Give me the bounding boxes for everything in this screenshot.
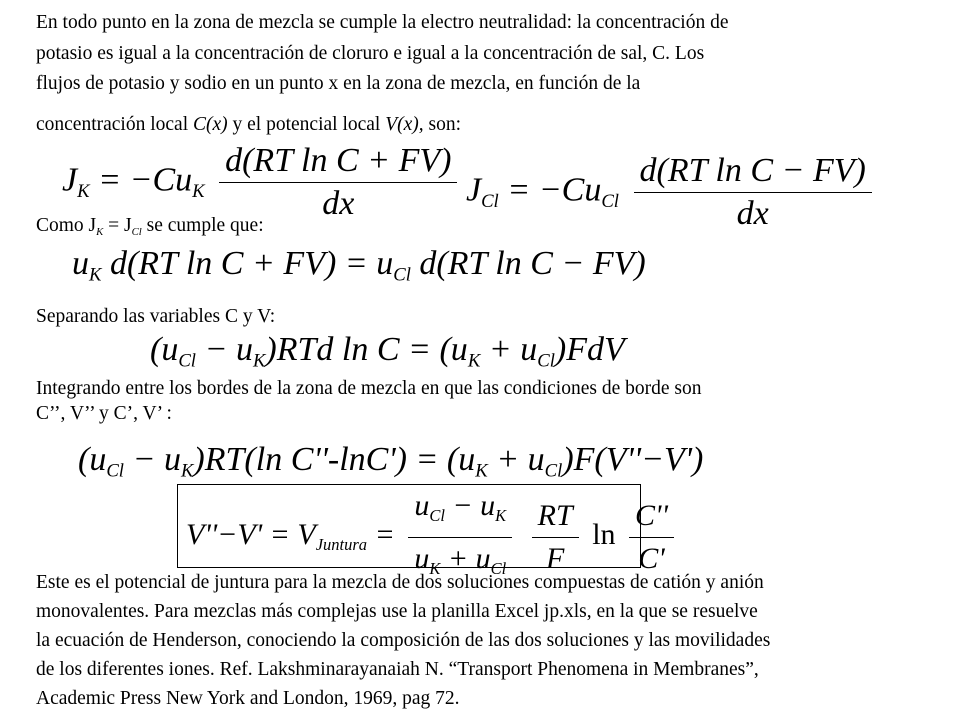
eq-symbol: = −Cu: [89, 161, 193, 199]
eq-symbol: )F(V''−V'): [562, 441, 704, 478]
fraction-denominator: C': [638, 541, 665, 575]
paragraph-line: Integrando entre los bordes de la zona de mezcla en que las condiciones de borde son: [36, 378, 702, 399]
fraction: [629, 497, 674, 578]
eq-symbol: u: [72, 245, 89, 282]
paragraph-line: la ecuación de Henderson, conociendo la composición de las dos soluciones y las movilidades: [36, 630, 771, 651]
eq-subscript: K: [429, 558, 441, 578]
fraction-numerator: [408, 487, 512, 538]
text-run: y el potencial local: [227, 114, 386, 135]
fraction: [219, 142, 457, 223]
paragraph-line: C’’, V’’ y C’, V’ :: [36, 403, 172, 424]
fraction: [634, 152, 872, 233]
text-run: = J: [103, 215, 132, 236]
eq-symbol: (u: [150, 331, 179, 368]
eq-symbol: d(RT ln C + FV) = u: [101, 245, 394, 282]
eq-subscript: Cl: [544, 460, 563, 482]
eq-subscript: Cl: [393, 264, 411, 286]
equation-jcl: [466, 152, 878, 233]
eq-subscript: K: [180, 460, 194, 482]
fraction-numerator: C'': [629, 497, 674, 538]
eq-symbol: )RT(ln C''-lnC') = (u: [193, 441, 476, 478]
eq-subscript: Cl: [490, 558, 507, 578]
eq-symbol: =: [367, 518, 403, 552]
subscript: Cl: [131, 225, 142, 238]
eq-symbol: d(RT ln C − FV): [410, 245, 646, 282]
text-run: son:: [423, 114, 462, 135]
eq-subscript: K: [495, 505, 507, 525]
text-run: concentración local: [36, 114, 193, 135]
fraction-denominator: dx: [736, 195, 769, 232]
paragraph-line: [36, 111, 461, 138]
eq-subscript: Cl: [601, 190, 620, 212]
eq-subscript: Cl: [537, 350, 555, 372]
eq-subscript: K: [252, 350, 266, 372]
eq-subscript: K: [192, 180, 205, 202]
equation-flux-equality: [72, 244, 646, 296]
ln-operator: ln: [592, 518, 616, 552]
paragraph-line: Separando las variables C y V:: [36, 306, 276, 327]
eq-symbol: V''−V' = V: [186, 518, 316, 552]
equation-jk: [62, 142, 463, 223]
fraction: [532, 497, 579, 578]
text-run: Como J: [36, 215, 97, 236]
eq-symbol: + u: [440, 541, 491, 575]
eq-symbol: − u: [196, 331, 253, 368]
paragraph-line: flujos de potasio y sodio en un punto x en la zona de mezcla, en función de la: [36, 73, 641, 94]
vx-term: V(x),: [385, 114, 424, 135]
subscript: K: [96, 225, 104, 238]
fraction-denominator: dx: [322, 185, 355, 222]
eq-symbol: J: [466, 171, 482, 209]
eq-symbol: )FdV: [554, 331, 625, 368]
equation-separated: [150, 330, 625, 382]
eq-subscript: K: [467, 350, 481, 372]
eq-symbol: u: [414, 489, 430, 522]
eq-symbol: J: [62, 161, 78, 199]
eq-subscript: Juntura: [315, 534, 368, 554]
cx-term: C(x): [193, 114, 228, 135]
eq-symbol: − u: [124, 441, 181, 478]
text-run: se cumple que:: [141, 215, 264, 236]
eq-symbol: (u: [78, 441, 107, 478]
eq-symbol: + u: [480, 331, 538, 368]
fraction-numerator: d(RT ln C − FV): [634, 152, 872, 193]
paragraph-line: monovalentes. Para mezclas más complejas use la planilla Excel jp.xls, en la que se resuelve: [36, 601, 758, 622]
paragraph-line: [36, 212, 264, 246]
paragraph-line: Academic Press New York and London, 1969, pag 72.: [36, 688, 460, 709]
eq-symbol: )RTd ln C = (u: [265, 331, 468, 368]
fraction-numerator: d(RT ln C + FV): [219, 142, 457, 183]
eq-symbol: = −Cu: [498, 171, 602, 209]
eq-subscript: K: [77, 180, 90, 202]
fraction-denominator: F: [546, 541, 565, 575]
eq-subscript: Cl: [178, 350, 196, 372]
paragraph-line: Este es el potencial de juntura para la mezcla de dos soluciones compuestas de catión y anión: [36, 572, 764, 593]
paragraph-line: En todo punto en la zona de mezcla se cumple la electro neutralidad: la concentración de: [36, 12, 729, 33]
fraction-numerator: RT: [532, 497, 579, 538]
eq-symbol: u: [414, 541, 430, 575]
eq-symbol: + u: [487, 441, 545, 478]
eq-subscript: K: [89, 264, 102, 286]
eq-subscript: Cl: [429, 505, 445, 525]
eq-subscript: K: [475, 460, 488, 482]
paragraph-line: potasio es igual a la concentración de cloruro e igual a la concentración de sal, C. Los: [36, 43, 705, 64]
eq-symbol: − u: [444, 489, 496, 522]
eq-subscript: Cl: [481, 190, 499, 212]
eq-subscript: Cl: [106, 460, 124, 482]
paragraph-line: de los diferentes iones. Ref. Lakshminarayanaiah N. “Transport Phenomena in Membranes”,: [36, 659, 759, 680]
